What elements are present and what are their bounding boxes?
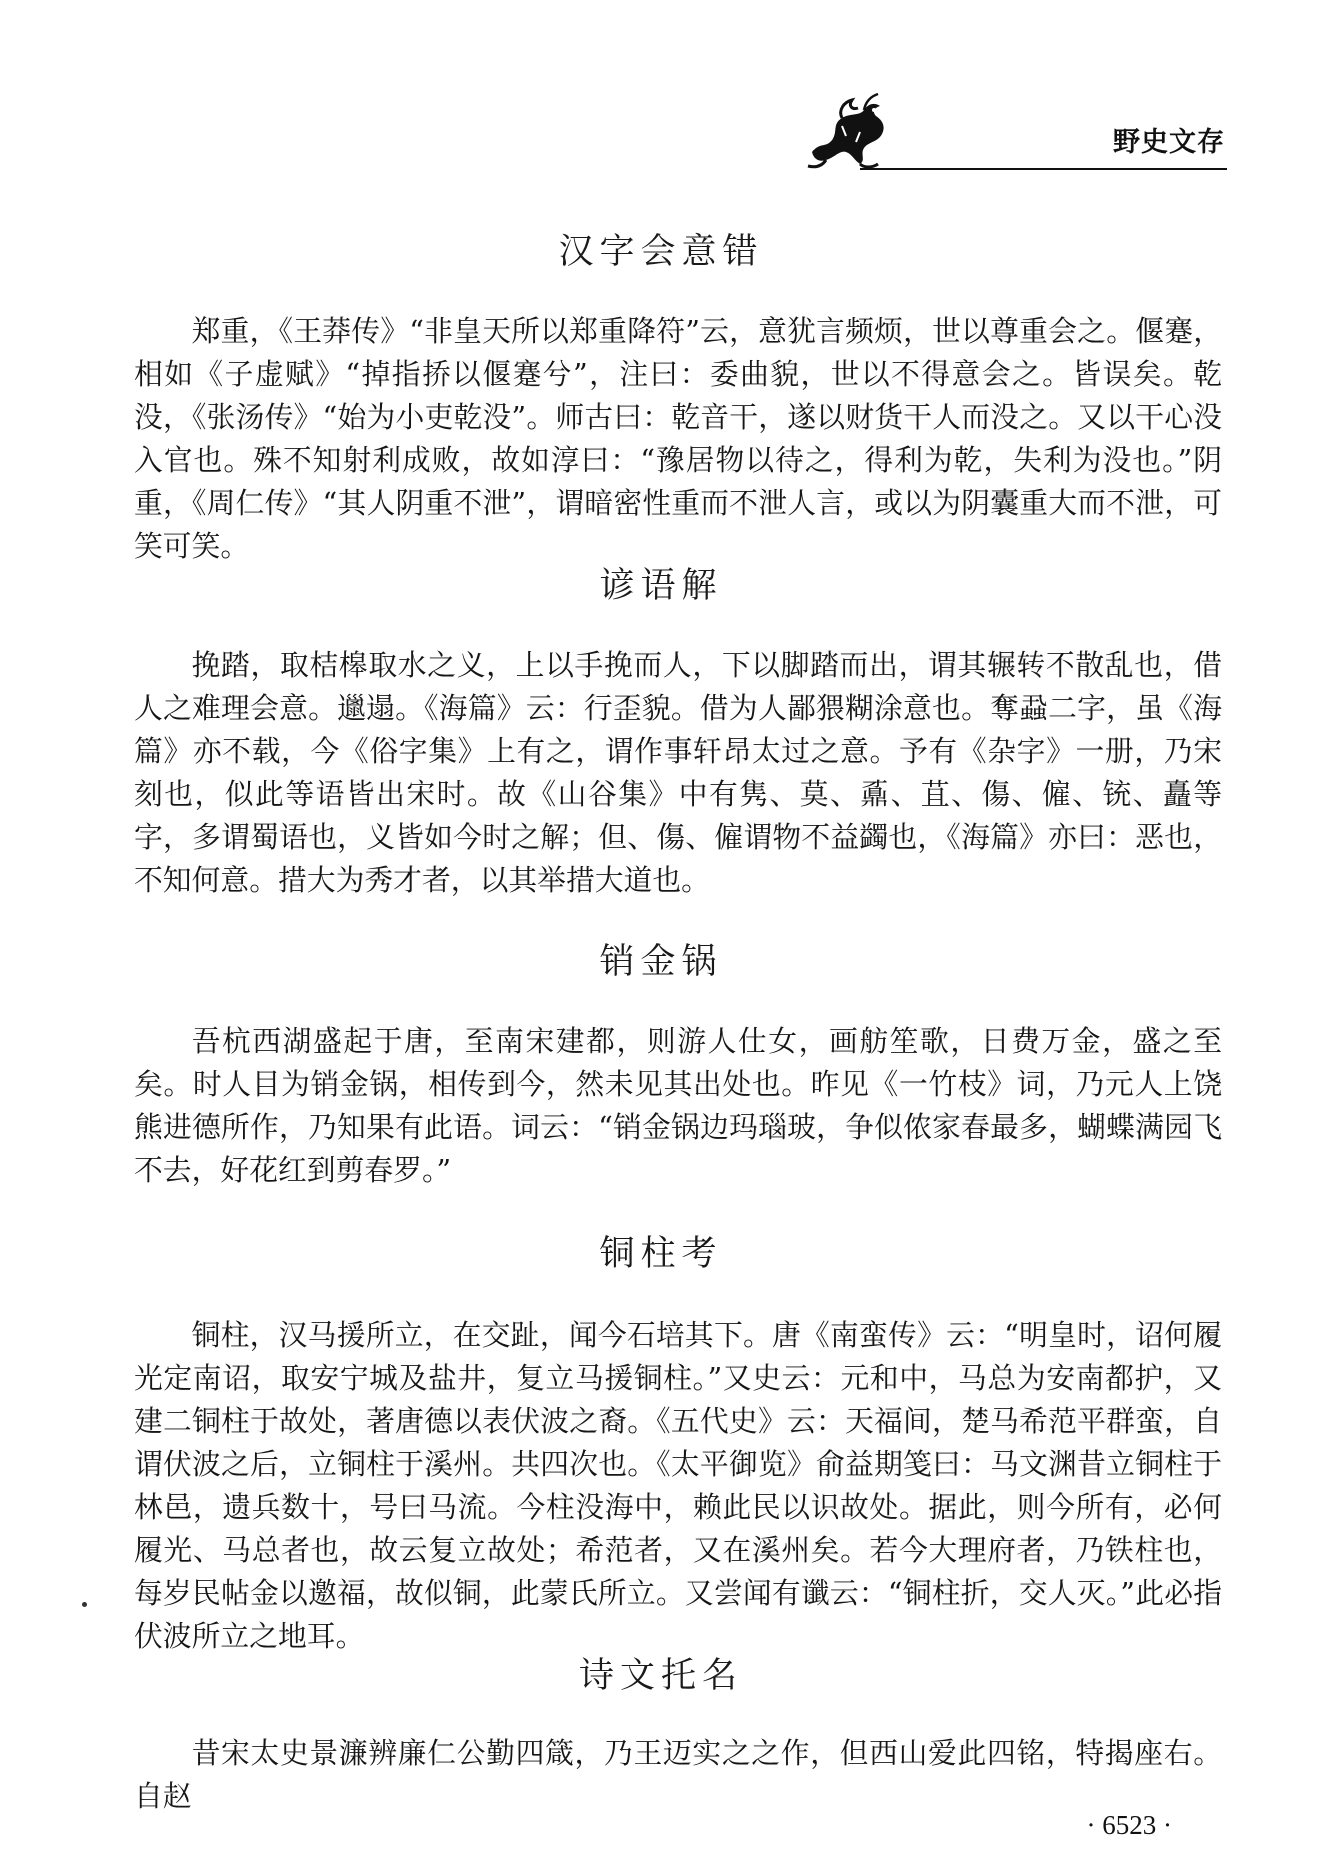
section-paragraph: 郑重，《王莽传》“非皇天所以郑重降符”云，意犹言频烦，世以尊重会之。偃蹇，相如《子虚赋》“掉指挢以偃蹇兮”，注曰：委曲貌，世以不得意会之。皆误矣。乾没，《张汤传》“始为小吏乾没”。师古曰：乾音干，遂以财货干人而没之。又以干心没入官也。殊不知射利成败，故如淳曰：“豫居物以待之，得利为乾，失利为没也。”阴重，《周仁传》“其人阴重不泄”，谓暗密性重而不泄人言，或以为阴囊重大而不泄，可笑可笑。	[134, 314, 1222, 563]
section-title: 诗文托名	[578, 1656, 743, 1696]
page-number: · 6523 ·	[1086, 1810, 1172, 1840]
section-title: 铜柱考	[599, 1234, 723, 1274]
section-title: 销金锅	[599, 942, 723, 982]
series-title: 野史文存	[1113, 127, 1225, 158]
section-paragraph: 吾杭西湖盛起于唐，至南宋建都，则游人仕女，画舫笙歌，日费万金，盛之至矣。时人目为销金锅，相传到今，然未见其出处也。昨见《一竹枝》词，乃元人上饶熊进德所作，乃知果有此语。词云：“销金锅边玛瑙玻，争似侬家春最多，蝴蝶满园飞不去，好花红到剪春罗。”	[134, 1024, 1222, 1187]
section-paragraph: 铜柱，汉马援所立，在交趾，闻今石培其下。唐《南蛮传》云：“明皇时，诏何履光定南诏，取安宁城及盐井，复立马援铜柱。”又史云：元和中，马总为安南都护，又建二铜柱于故处，著唐德以表伏波之裔。《五代史》云：天福间，楚马希范平群蛮，自谓伏波之后，立铜柱于溪州。共四次也。《太平御览》俞益期笺曰：马文渊昔立铜柱于林邑，遗兵数十，号曰马流。今柱没海中，赖此民以识故处。据此，则今所有，必何履光、马总者也，故云复立故处；希范者，又在溪州矣。若今大理府者，乃铁柱也，每岁民帖金以邀福，故似铜，此蒙氏所立。又尝闻有谶云：“铜柱折，交人灭。”此必指伏波所立之地耳。	[134, 1318, 1222, 1653]
dragon-emblem-icon	[802, 90, 894, 170]
section-paragraph: 挽踏，取桔槔取水之义，上以手挽而人，下以脚踏而出，谓其辗转不散乱也，借人之难理会意。邋遢。《海篇》云：行歪貌。借为人鄙猥糊涂意也。奪蝨二字，虽《海篇》亦不载，今《俗字集》上有之，谓作事轩昂太过之意。予有《杂字》一册，乃宋刻也，似此等语皆出宋时。故《山谷集》中有隽、莫、鼒、苴、傷、僱、铳、矗等字，多谓蜀语也，义皆如今时之解；但、傷、僱谓物不益蠲也，《海篇》亦曰：恶也，不知何意。措大为秀才者，以其举措大道也。	[134, 648, 1222, 897]
header-rule	[860, 168, 1227, 170]
section-title: 汉字会意错	[558, 232, 764, 272]
running-header	[802, 90, 1227, 170]
scan-speck	[82, 1602, 87, 1607]
section-paragraph: 昔宋太史景濂辨廉仁公勤四箴，乃王迈实之之作，但西山爱此四铭，特揭座右。自赵	[134, 1736, 1222, 1813]
section-title: 谚语解	[599, 566, 723, 606]
